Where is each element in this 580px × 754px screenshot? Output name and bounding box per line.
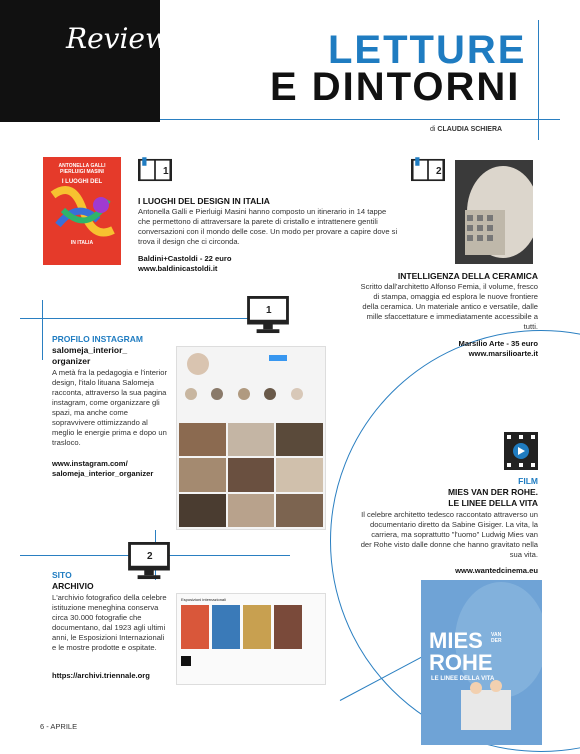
film-icon <box>504 432 538 470</box>
instagram-category: PROFILO INSTAGRAM <box>52 334 143 344</box>
divider-line <box>538 20 539 140</box>
book2-title: INTELLIGENZA DELLA CERAMICA <box>397 271 538 281</box>
book-cover-2 <box>455 160 533 264</box>
instagram-url-line2[interactable]: salomeja_interior_organizer <box>52 469 154 478</box>
book1-cover-title: I LUOGHI DEL <box>61 179 103 185</box>
monitor-icon <box>247 296 289 339</box>
byline <box>430 126 502 133</box>
book1-body: Antonella Galli e Pierluigi Masini hanno composto un itinerario in 14 tappe che permettono di attraversare la parete di cristallo e intrattenere gentili conversazioni con il mondo delle cose. Un modo per provare a capire dove si trova il design che ci circonda. <box>138 207 398 246</box>
triennale-screenshot <box>176 593 326 685</box>
page-title-line1: LETTURE <box>328 28 527 72</box>
avatar <box>187 353 209 375</box>
instagram-number: 1 <box>266 305 272 316</box>
film-title-line1: MIES VAN DER ROHE. <box>447 487 538 497</box>
film-poster <box>421 580 542 745</box>
book2-body: Scritto dall'architetto Alfonso Femia, il volume, fresco di stampa, omaggia ed esplora le nuove frontiere della ceramica. Un materiale antico e versatile, dalle mille sfaccettature e immediatamente accessibile a tutti. <box>360 282 538 331</box>
site-number: 2 <box>147 551 153 562</box>
book2-number: 2 <box>436 166 442 177</box>
book1-price: Baldini+Castoldi - 22 euro <box>138 254 232 263</box>
book1-url[interactable]: www.baldinicastoldi.it <box>138 264 218 273</box>
monitor-icon <box>128 542 170 585</box>
poster-title1: MIES <box>429 628 483 653</box>
film-title-line2: LE LINEE DELLA VITA <box>448 498 538 508</box>
book-cover-1 <box>43 157 121 265</box>
poster-title2: ROHE <box>429 650 493 675</box>
book1-number: 1 <box>163 166 169 177</box>
highlight-row <box>185 387 317 401</box>
site-body: L'archivio fotografico della celebre istituzione meneghina conserva circa 30.000 fotografie che documentano, dal 1923 agli ultimi anni, le Esposizioni Internazionali e le mostre prodotte e ospitate. <box>52 593 167 652</box>
byline-author: CLAUDIA SCHIERA <box>437 126 503 133</box>
byline-prefix: di <box>430 126 436 133</box>
poster-sub: LE LINEE DELLA VITA <box>431 676 495 682</box>
book1-title: I LUOGHI DEL DESIGN IN ITALIA <box>138 196 270 206</box>
page-number: 6 - APRILE <box>40 722 78 731</box>
film-category: FILM <box>518 476 538 486</box>
film-url[interactable]: www.wantedcinema.eu <box>455 566 538 575</box>
book2-cover-graphic <box>455 160 533 264</box>
site-url[interactable]: https://archivi.triennale.org <box>52 671 150 680</box>
site-category: SITO <box>52 570 72 580</box>
poster-thumbs <box>181 605 321 649</box>
follow-button <box>269 355 287 361</box>
instagram-handle-line1: salomeja_interior_ <box>52 345 128 355</box>
instagram-body: A metà fra la pedagogia e l'interior design, l'italo lituana Salomeja racconta, attraverso la sua pagina instagram, come organizzare gli spazi, ma anche come sopravvivere ottimizzando al meglio le energie prima e dopo un trasloco. <box>52 368 168 447</box>
instagram-url-line1[interactable]: www.instagram.com/ <box>52 459 128 468</box>
page-title-line2: E DINTORNI <box>270 65 521 109</box>
book1-cover-authors: ANTONELLA GALLI PIERLUIGI MASINI <box>58 163 106 175</box>
triennale-logo <box>181 656 191 666</box>
book1-cover-sub: IN ITALIA <box>70 240 94 246</box>
section-label-box <box>0 0 160 122</box>
poster-title-small: VAN DER <box>491 632 502 644</box>
instagram-handle-line2: organizer <box>52 356 91 366</box>
film-body: Il celebre architetto tedesco raccontato attraverso un documentario diretto da Sabine Gisiger. La vita, la carriera, ma soprattutto "l'uomo" Ludwig Mies van der Rohe visto dalle donne che hanno gravitato nella sua vita. <box>360 510 538 559</box>
instagram-screenshot <box>176 346 326 530</box>
book2-url[interactable]: www.marsilioarte.it <box>468 349 538 358</box>
screenshot-heading: Esposizioni internazionali <box>181 597 226 602</box>
divider-line <box>20 318 270 319</box>
site-title: ARCHIVIO <box>52 581 94 591</box>
divider-line <box>160 119 560 120</box>
divider-line <box>42 300 43 360</box>
photo-grid <box>179 423 323 527</box>
book2-price: Marsilio Arte - 35 euro <box>458 339 538 348</box>
section-label: Review <box>66 22 169 55</box>
book1-cover-graphic <box>43 185 121 240</box>
